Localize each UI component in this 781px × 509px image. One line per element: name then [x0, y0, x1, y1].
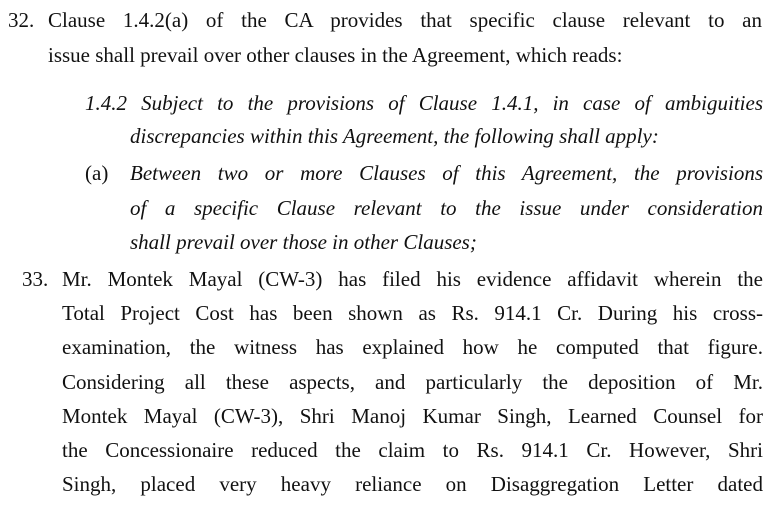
paragraph-33-line-7: Singh, placed very heavy reliance on Disaggregation Letter dated	[62, 472, 763, 496]
paragraph-33-line-3: examination, the witness has explained how he computed that figure.	[62, 335, 763, 359]
quote-item-a-line-2: of a specific Clause relevant to the issue under consideration	[130, 196, 763, 220]
paragraph-33-line-1: Mr. Montek Mayal (CW-3) has filed his evidence affidavit wherein the	[62, 267, 763, 291]
paragraph-32-line-2: issue shall prevail over other clauses in the Agreement, which reads:	[48, 43, 623, 67]
quote-item-a-line-3: shall prevail over those in other Clauses;	[130, 230, 477, 254]
quote-clause-line-2: discrepancies within this Agreement, the following shall apply:	[130, 124, 659, 148]
quote-item-a-line-1: Between two or more Clauses of this Agreement, the provisions	[130, 161, 763, 185]
quote-clause-line-1: 1.4.2 Subject to the provisions of Clause 1.4.1, in case of ambiguities	[85, 91, 763, 115]
quote-item-a-marker: (a)	[85, 161, 109, 185]
paragraph-32-number: 32.	[8, 8, 35, 32]
paragraph-33-line-4: Considering all these aspects, and particularly the deposition of Mr.	[62, 370, 763, 394]
paragraph-32-line-1: Clause 1.4.2(a) of the CA provides that specific clause relevant to an	[48, 8, 762, 32]
paragraph-33-number: 33.	[22, 267, 49, 291]
paragraph-33-line-6: the Concessionaire reduced the claim to Rs. 914.1 Cr. However, Shri	[62, 438, 763, 462]
paragraph-33-line-5: Montek Mayal (CW-3), Shri Manoj Kumar Singh, Learned Counsel for	[62, 404, 763, 428]
paragraph-33-line-2: Total Project Cost has been shown as Rs. 914.1 Cr. During his cross-	[62, 301, 763, 325]
